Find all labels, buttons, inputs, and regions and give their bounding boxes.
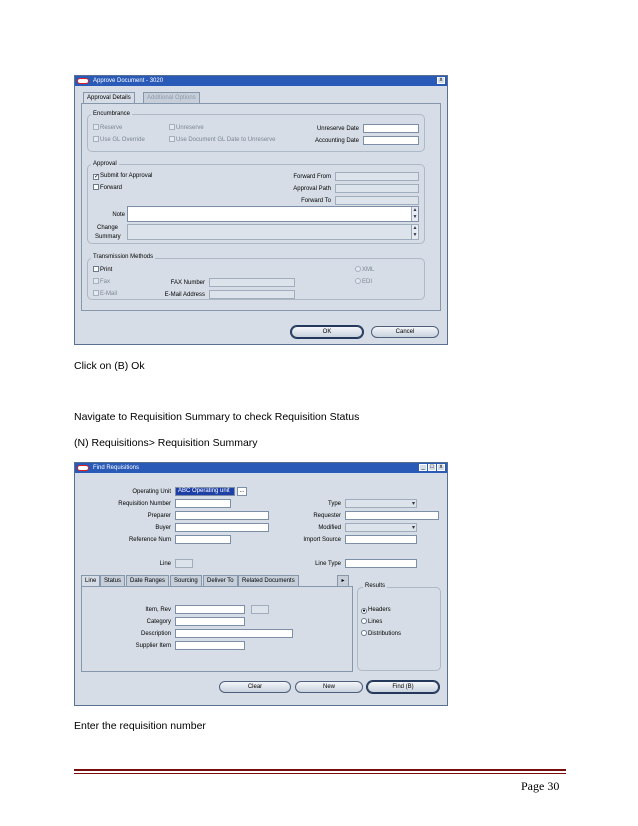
instruction-click-ok: Click on (B) Ok — [74, 360, 145, 372]
email-checkbox[interactable] — [93, 290, 117, 298]
unreserve-date-field[interactable] — [363, 124, 419, 133]
modified-select[interactable] — [345, 523, 417, 532]
tab-more-icon[interactable]: ▸ — [337, 575, 349, 586]
import-source-label: Import Source — [303, 537, 341, 543]
find-window-title: Find Requisitions — [93, 465, 140, 471]
change-summary-label-2: Summary — [95, 234, 121, 240]
instruction-navigation-path: (N) Requisitions> Requisition Summary — [74, 437, 258, 449]
edi-radio[interactable] — [355, 278, 372, 286]
lines-radio-circle — [361, 618, 367, 624]
buyer-field[interactable] — [175, 523, 269, 532]
email-address-field[interactable] — [209, 290, 295, 299]
accounting-date-label: Accounting Date — [314, 138, 359, 144]
requisition-number-field[interactable] — [175, 499, 231, 508]
new-button[interactable]: New — [295, 681, 363, 693]
oracle-logo-icon — [77, 78, 89, 84]
tab-related-documents[interactable]: Related Documents — [238, 575, 299, 586]
close-icon[interactable]: x — [437, 464, 445, 471]
note-scroll-up-icon[interactable]: ▲ — [412, 207, 418, 213]
headers-radio-circle: ● — [362, 608, 366, 614]
forward-from-label: Forward From — [293, 174, 331, 180]
reserve-label: Reserve — [100, 125, 123, 131]
email-label: E-Mail — [100, 291, 118, 297]
category-label: Category — [146, 619, 171, 625]
unreserve-checkbox[interactable] — [169, 124, 204, 132]
tab-deliver-to[interactable]: Deliver To — [203, 575, 238, 586]
unreserve-date-label: Unreserve Date — [316, 126, 359, 132]
fax-checkbox[interactable] — [93, 278, 110, 286]
encumbrance-group — [87, 114, 425, 152]
modified-dropdown-icon[interactable]: ▾ — [411, 525, 415, 531]
tab-approval-details[interactable]: Approval Details — [83, 92, 135, 103]
close-icon[interactable]: x — [437, 77, 445, 84]
change-summary-scroll-up-icon[interactable]: ▲ — [412, 225, 418, 231]
rev-field[interactable] — [251, 605, 269, 614]
approve-window-title-bar — [75, 76, 447, 86]
note-scroll-down-icon[interactable]: ▼ — [412, 214, 418, 220]
submit-for-approval-box: ✓ — [94, 174, 100, 180]
requester-field[interactable] — [345, 511, 439, 520]
type-dropdown-icon[interactable]: ▾ — [411, 501, 415, 507]
find-button[interactable]: Find (B) — [367, 681, 439, 693]
print-box — [93, 266, 99, 272]
edi-label: EDI — [362, 279, 373, 285]
unreserve-box — [169, 124, 175, 130]
fax-label: Fax — [100, 279, 111, 285]
submit-for-approval-checkbox[interactable] — [93, 172, 152, 180]
item-rev-label: Item, Rev — [145, 607, 171, 613]
xml-radio[interactable] — [355, 266, 374, 274]
reserve-box — [93, 124, 99, 130]
supplier-item-label: Supplier Item — [135, 643, 171, 649]
xml-radio-circle — [355, 266, 361, 272]
find-requisitions-window — [74, 462, 448, 706]
line-type-field[interactable] — [345, 559, 417, 568]
category-field[interactable] — [175, 617, 245, 626]
change-summary-label-1: Change — [97, 225, 119, 231]
tab-status[interactable]: Status — [100, 575, 125, 586]
operating-unit-field[interactable]: ABC Operating unit — [175, 487, 235, 496]
modified-label: Modified — [318, 525, 341, 531]
forward-to-label: Forward To — [301, 198, 331, 204]
change-summary-scroll-down-icon[interactable]: ▼ — [412, 232, 418, 238]
accounting-date-field[interactable] — [363, 136, 419, 145]
use-gl-override-box — [93, 136, 99, 142]
line-label: Line — [159, 561, 171, 567]
distributions-label: Distributions — [368, 631, 402, 637]
note-label: Note — [112, 212, 125, 218]
minimize-icon[interactable]: _ — [419, 464, 427, 471]
instruction-navigate: Navigate to Requisition Summary to check Requisition Status — [74, 411, 360, 423]
approval-path-label: Approval Path — [293, 186, 331, 192]
headers-label: Headers — [368, 607, 391, 613]
use-gl-override-label: Use GL Override — [100, 137, 145, 143]
use-gl-override-checkbox[interactable] — [93, 136, 145, 144]
print-label: Print — [100, 267, 113, 273]
instruction-enter-requisition: Enter the requisition number — [74, 720, 206, 732]
email-box — [93, 290, 99, 296]
change-summary-field[interactable] — [127, 224, 419, 240]
fax-number-label: FAX Number — [170, 280, 205, 286]
page-number: Page 30 — [521, 779, 560, 793]
submit-for-approval-label: Submit for Approval — [100, 173, 153, 179]
results-group — [357, 587, 441, 671]
print-checkbox[interactable] — [93, 266, 112, 274]
maximize-icon[interactable]: □ — [428, 464, 436, 471]
approve-document-window — [74, 75, 448, 345]
line-field[interactable] — [175, 559, 193, 568]
preparer-field[interactable] — [175, 511, 269, 520]
forward-label: Forward — [100, 185, 123, 191]
import-source-field[interactable] — [345, 535, 417, 544]
type-select[interactable] — [345, 499, 417, 508]
unreserve-label: Unreserve — [176, 125, 204, 131]
footer-rule-thick — [74, 769, 566, 771]
encumbrance-title: Encumbrance — [93, 111, 131, 117]
requester-label: Requester — [313, 513, 341, 519]
use-doc-gl-date-label: Use Document GL Date to Unreserve — [176, 137, 276, 143]
description-label: Description — [140, 631, 171, 637]
note-scrollbar[interactable] — [411, 207, 418, 221]
transmission-title: Transmission Methods — [93, 254, 154, 260]
forward-to-field[interactable] — [335, 196, 419, 205]
distributions-radio[interactable] — [361, 630, 401, 638]
fax-number-field[interactable] — [209, 278, 295, 287]
find-window-title-bar — [75, 463, 447, 473]
change-summary-scrollbar[interactable] — [411, 225, 418, 239]
preparer-label: Preparer — [147, 513, 171, 519]
xml-label: XML — [362, 267, 375, 273]
reference-num-field[interactable] — [175, 535, 231, 544]
cancel-button[interactable]: Cancel — [371, 326, 439, 338]
use-doc-gl-date-checkbox[interactable] — [169, 136, 276, 144]
headers-radio[interactable] — [361, 606, 391, 614]
forward-box — [93, 184, 99, 190]
reference-num-label: Reference Num — [128, 537, 171, 543]
supplier-item-field[interactable] — [175, 641, 245, 650]
description-field[interactable] — [175, 629, 293, 638]
ok-button[interactable]: OK — [291, 326, 363, 338]
operating-unit-lov-button[interactable]: ... — [237, 487, 247, 496]
requisition-number-label: Requisition Number — [118, 501, 171, 507]
use-doc-gl-date-box — [169, 136, 175, 142]
approve-window-title: Approve Document - 3020 — [93, 78, 164, 84]
tab-date-ranges[interactable]: Date Ranges — [126, 575, 169, 586]
tab-additional-options[interactable]: Additional Options — [143, 92, 200, 103]
forward-from-field[interactable] — [335, 172, 419, 181]
operating-unit-label: Operating Unit — [132, 489, 171, 495]
note-field[interactable] — [127, 206, 419, 222]
fax-box — [93, 278, 99, 284]
lines-label: Lines — [368, 619, 383, 625]
line-type-label: Line Type — [315, 561, 341, 567]
footer-rule-thin — [74, 773, 566, 774]
clear-button[interactable]: Clear — [219, 681, 291, 693]
distributions-radio-circle — [361, 630, 367, 636]
lines-radio[interactable] — [361, 618, 382, 626]
edi-radio-circle — [355, 278, 361, 284]
tab-line[interactable]: Line — [81, 575, 100, 586]
approval-title: Approval — [93, 161, 117, 167]
item-field[interactable] — [175, 605, 245, 614]
email-address-label: E-Mail Address — [164, 292, 205, 298]
approval-path-field[interactable] — [335, 184, 419, 193]
reserve-checkbox[interactable] — [93, 124, 122, 132]
oracle-logo-icon — [77, 465, 89, 471]
forward-checkbox[interactable] — [93, 184, 122, 192]
tab-sourcing[interactable]: Sourcing — [170, 575, 202, 586]
results-title: Results — [365, 583, 386, 589]
buyer-label: Buyer — [155, 525, 171, 531]
type-label: Type — [327, 501, 341, 507]
